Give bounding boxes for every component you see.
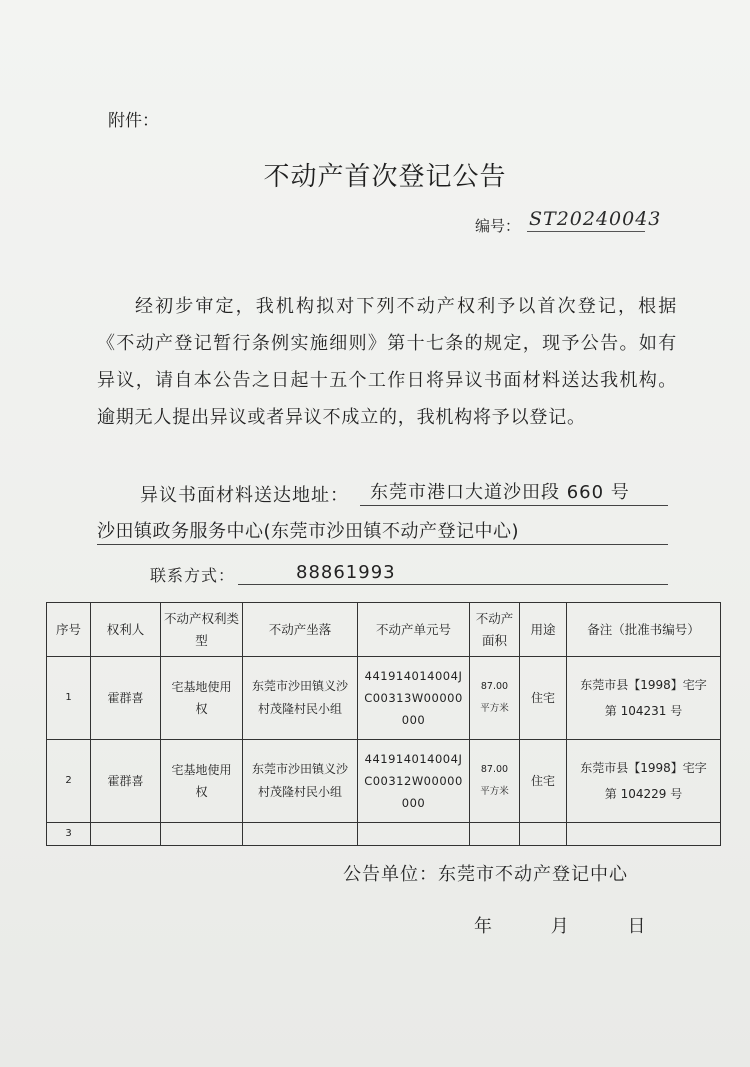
row-seq: 3 <box>47 823 91 846</box>
row-area <box>470 657 520 740</box>
row-location: 东莞市沙田镇义沙村茂隆村民小组 <box>243 740 358 823</box>
attachment-label: 附件： <box>108 111 159 131</box>
row-unit-no: 441914014004JC00313W00000000 <box>358 657 470 740</box>
serial-number: ST20240043 <box>529 208 662 230</box>
row-right-type: 宅基地使用权 <box>161 740 243 823</box>
row-note: 东莞市县【1998】宅字第 104229 号 <box>567 740 721 823</box>
header-location: 不动产坐落 <box>243 603 358 657</box>
registration-table <box>46 602 721 846</box>
row-area-unit: 平方米 <box>480 786 509 797</box>
row-usage: 住宅 <box>520 657 567 740</box>
contact-label: 联系方式： <box>150 566 236 585</box>
row-area-value: 87.00 <box>480 764 509 775</box>
announcement-body: 经初步审定，我机构拟对下列不动产权利予以首次登记，根据《不动产登记暂行条例实施细则》第十七条的规定，现予公告。如有异议，请自本公告之日起十五个工作日将异议书面材料送达我机构。逾期无人提出异议或者异议不成立的，我机构将予以登记。 <box>97 296 677 428</box>
date-year: 年 <box>474 916 492 937</box>
row-area-value: 87.00 <box>480 681 509 692</box>
header-area: 不动产面积 <box>470 603 520 657</box>
header-usage: 用途 <box>520 603 567 657</box>
date-line <box>474 912 672 938</box>
date-month: 月 <box>550 916 569 937</box>
row-seq: 1 <box>47 657 91 740</box>
row-area-unit: 平方米 <box>480 703 509 714</box>
header-holder: 权利人 <box>91 603 161 657</box>
row-usage: 住宅 <box>520 740 567 823</box>
table-row <box>47 657 721 740</box>
header-right-type: 不动产权利类型 <box>161 603 243 657</box>
row-seq: 2 <box>47 740 91 823</box>
header-unit-no: 不动产单元号 <box>358 603 470 657</box>
page-title: 不动产首次登记公告 <box>263 162 507 192</box>
address-line-2: 沙田镇政务服务中心(东莞市沙田镇不动产登记中心) <box>97 520 668 545</box>
row-holder: 霍群喜 <box>91 657 161 740</box>
row-area <box>470 740 520 823</box>
header-note: 备注（批准书编号） <box>567 603 721 657</box>
row-note: 东莞市县【1998】宅字第 104231 号 <box>567 657 721 740</box>
table-row <box>47 740 721 823</box>
address-line-1: 东莞市港口大道沙田段 660 号 <box>360 481 668 506</box>
row-holder: 霍群喜 <box>91 740 161 823</box>
row-unit-no: 441914014004JC00312W00000000 <box>358 740 470 823</box>
table-row <box>47 823 721 846</box>
address-label: 异议书面材料送达地址： <box>140 485 349 506</box>
contact-phone: 88861993 <box>238 562 668 585</box>
issuing-authority: 公告单位：东莞市不动产登记中心 <box>343 864 628 885</box>
row-right-type: 宅基地使用权 <box>161 657 243 740</box>
header-seq: 序号 <box>47 603 91 657</box>
date-day: 日 <box>627 916 646 937</box>
serial-label: 编号： <box>475 217 521 235</box>
row-location: 东莞市沙田镇义沙村茂隆村民小组 <box>243 657 358 740</box>
table-header-row <box>47 603 721 657</box>
